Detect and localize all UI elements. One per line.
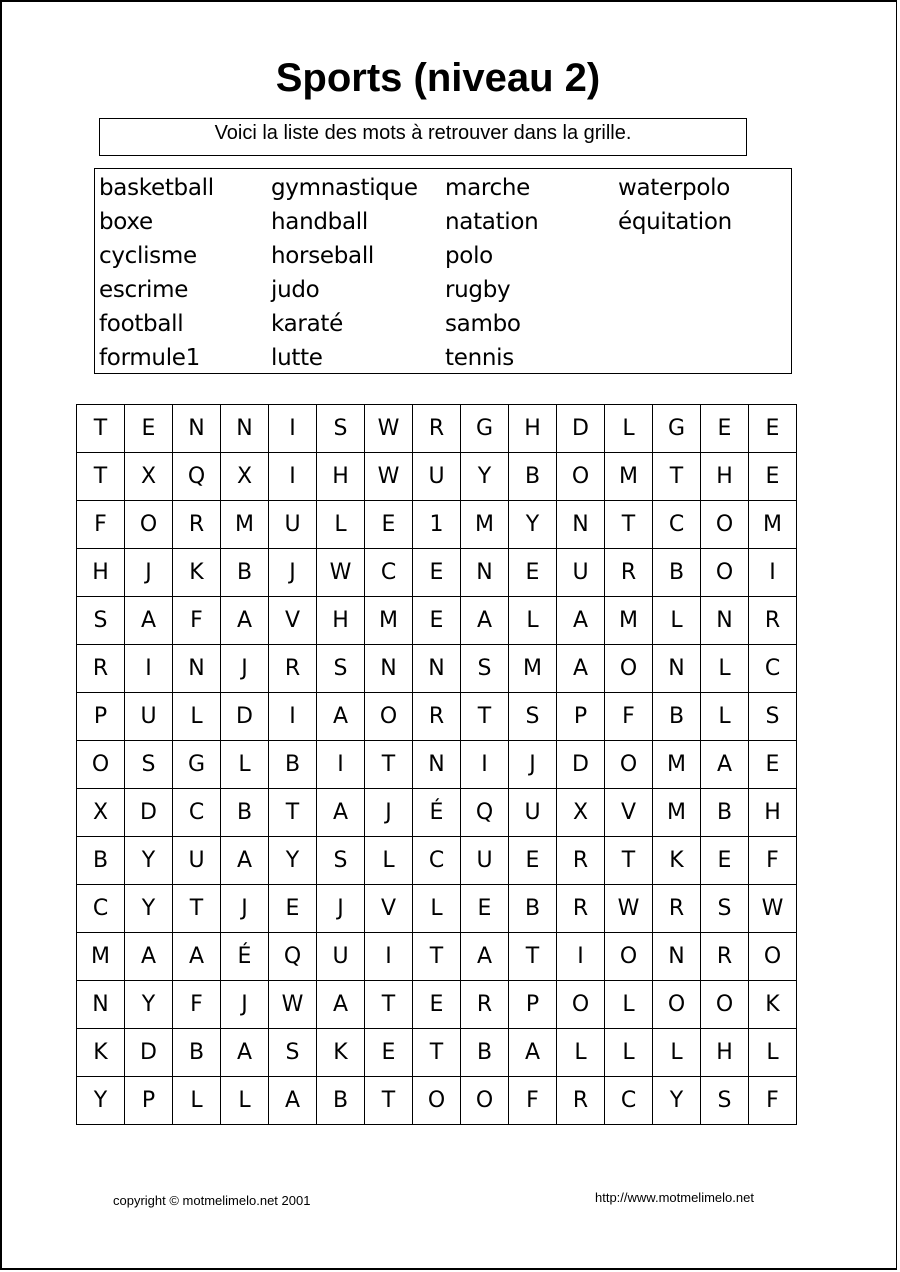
grid-cell[interactable]: B [509, 885, 557, 933]
instructions-box: Voici la liste des mots à retrouver dans la grille. [99, 118, 747, 156]
grid-cell[interactable]: L [173, 693, 221, 741]
word-list-item: polo [445, 243, 493, 269]
grid-cell[interactable]: Y [125, 837, 173, 885]
grid-cell[interactable]: S [461, 645, 509, 693]
word-column [271, 171, 418, 375]
grid-cell[interactable]: R [461, 981, 509, 1029]
grid-cell[interactable]: P [125, 1077, 173, 1125]
grid-cell[interactable]: D [557, 405, 605, 453]
grid-cell[interactable]: M [653, 741, 701, 789]
grid-cell[interactable]: O [557, 981, 605, 1029]
grid-cell[interactable]: E [701, 405, 749, 453]
grid-cell[interactable]: H [749, 789, 797, 837]
grid-row [77, 501, 797, 549]
grid-cell[interactable]: T [77, 453, 125, 501]
word-list-item: football [99, 311, 184, 337]
grid-cell[interactable]: W [317, 549, 365, 597]
grid-cell[interactable]: J [317, 885, 365, 933]
word-list-item: judo [271, 277, 320, 303]
grid-row [77, 453, 797, 501]
grid-cell[interactable]: 1 [413, 501, 461, 549]
grid-cell[interactable]: T [365, 981, 413, 1029]
grid-cell[interactable]: A [173, 933, 221, 981]
grid-cell[interactable]: K [173, 549, 221, 597]
grid-cell[interactable]: S [701, 885, 749, 933]
grid-cell[interactable]: H [77, 549, 125, 597]
grid-cell[interactable]: J [221, 645, 269, 693]
grid-cell[interactable]: O [701, 501, 749, 549]
grid-cell[interactable]: L [749, 1029, 797, 1077]
grid-cell[interactable]: L [365, 837, 413, 885]
grid-cell[interactable]: A [461, 597, 509, 645]
grid-cell[interactable]: E [749, 405, 797, 453]
grid-cell[interactable]: L [605, 1029, 653, 1077]
grid-cell[interactable]: E [413, 981, 461, 1029]
grid-cell[interactable]: K [653, 837, 701, 885]
website-url: http://www.motmelimelo.net [595, 1190, 754, 1205]
grid-cell[interactable]: Y [77, 1077, 125, 1125]
grid-cell[interactable]: J [221, 885, 269, 933]
grid-cell[interactable]: T [269, 789, 317, 837]
copyright-text: copyright © motmelimelo.net 2001 [113, 1193, 311, 1208]
grid-cell[interactable]: J [269, 549, 317, 597]
grid-cell[interactable]: T [653, 453, 701, 501]
grid-cell[interactable]: H [701, 453, 749, 501]
grid-cell[interactable]: I [461, 741, 509, 789]
grid-row [77, 789, 797, 837]
grid-cell[interactable]: E [509, 837, 557, 885]
grid-cell[interactable]: D [125, 1029, 173, 1077]
grid-cell[interactable]: S [317, 837, 365, 885]
grid-cell[interactable]: E [461, 885, 509, 933]
grid-cell[interactable]: N [221, 405, 269, 453]
grid-cell[interactable]: S [317, 405, 365, 453]
word-list-item: horseball [271, 243, 375, 269]
grid-row [77, 837, 797, 885]
grid-cell[interactable]: K [77, 1029, 125, 1077]
grid-cell[interactable]: M [365, 597, 413, 645]
grid-cell[interactable]: T [413, 1029, 461, 1077]
word-list-item: formule1 [99, 345, 200, 371]
grid-cell[interactable]: S [509, 693, 557, 741]
grid-cell[interactable]: E [701, 837, 749, 885]
grid-cell[interactable]: I [557, 933, 605, 981]
grid-cell[interactable]: N [701, 597, 749, 645]
grid-cell[interactable]: B [269, 741, 317, 789]
grid-cell[interactable]: C [173, 789, 221, 837]
grid-cell[interactable]: V [269, 597, 317, 645]
grid-cell[interactable]: J [125, 549, 173, 597]
grid-cell[interactable]: R [605, 549, 653, 597]
grid-row [77, 405, 797, 453]
grid-cell[interactable]: E [125, 405, 173, 453]
grid-cell[interactable]: B [173, 1029, 221, 1077]
grid-cell[interactable]: W [365, 405, 413, 453]
grid-cell[interactable]: X [77, 789, 125, 837]
grid-row [77, 1077, 797, 1125]
grid-cell[interactable]: M [749, 501, 797, 549]
grid-cell[interactable]: Y [461, 453, 509, 501]
word-list-item: lutte [271, 345, 323, 371]
grid-cell[interactable]: C [749, 645, 797, 693]
grid-cell[interactable]: N [77, 981, 125, 1029]
grid-cell[interactable]: N [653, 933, 701, 981]
grid-cell[interactable]: B [317, 1077, 365, 1125]
grid-cell[interactable]: L [221, 741, 269, 789]
grid-cell[interactable]: T [365, 741, 413, 789]
grid-cell[interactable]: L [557, 1029, 605, 1077]
word-list-box [94, 168, 792, 374]
grid-cell[interactable]: M [509, 645, 557, 693]
grid-cell[interactable]: U [557, 549, 605, 597]
grid-cell[interactable]: N [365, 645, 413, 693]
grid-cell[interactable]: L [605, 405, 653, 453]
grid-cell[interactable]: H [701, 1029, 749, 1077]
grid-cell[interactable]: A [317, 981, 365, 1029]
grid-cell[interactable]: I [317, 741, 365, 789]
grid-cell[interactable]: F [749, 837, 797, 885]
grid-cell[interactable]: U [125, 693, 173, 741]
grid-cell[interactable]: N [557, 501, 605, 549]
grid-cell[interactable]: B [77, 837, 125, 885]
grid-cell[interactable]: O [749, 933, 797, 981]
grid-cell[interactable]: R [557, 1077, 605, 1125]
grid-cell[interactable]: M [221, 501, 269, 549]
grid-cell[interactable]: A [125, 933, 173, 981]
grid-cell[interactable]: I [365, 933, 413, 981]
grid-cell[interactable]: D [125, 789, 173, 837]
grid-row [77, 693, 797, 741]
grid-cell[interactable]: B [653, 693, 701, 741]
grid-cell[interactable]: X [221, 453, 269, 501]
word-list-item: sambo [445, 311, 521, 337]
grid-cell[interactable]: R [269, 645, 317, 693]
grid-cell[interactable]: E [269, 885, 317, 933]
grid-cell[interactable]: S [269, 1029, 317, 1077]
grid-cell[interactable]: A [221, 1029, 269, 1077]
word-list-item: rugby [445, 277, 511, 303]
grid-cell[interactable]: T [509, 933, 557, 981]
grid-cell[interactable]: Y [653, 1077, 701, 1125]
word-search-grid [76, 404, 797, 1125]
grid-row [77, 741, 797, 789]
grid-cell[interactable]: A [701, 741, 749, 789]
grid-cell[interactable]: Q [269, 933, 317, 981]
grid-row [77, 933, 797, 981]
grid-cell[interactable]: I [125, 645, 173, 693]
grid-cell[interactable]: I [269, 453, 317, 501]
grid-cell[interactable]: R [701, 933, 749, 981]
grid-cell[interactable]: O [413, 1077, 461, 1125]
grid-cell[interactable]: O [461, 1077, 509, 1125]
grid-cell[interactable]: É [413, 789, 461, 837]
grid-cell[interactable]: R [413, 405, 461, 453]
word-list-item: cyclisme [99, 243, 197, 269]
grid-cell[interactable]: C [365, 549, 413, 597]
grid-cell[interactable]: U [317, 933, 365, 981]
word-column [618, 171, 732, 239]
grid-cell[interactable]: I [269, 405, 317, 453]
grid-cell[interactable]: M [461, 501, 509, 549]
word-list-item: équitation [618, 209, 732, 235]
grid-cell[interactable]: C [77, 885, 125, 933]
grid-cell[interactable]: U [509, 789, 557, 837]
grid-cell[interactable]: R [557, 837, 605, 885]
grid-cell[interactable]: E [509, 549, 557, 597]
grid-cell[interactable]: L [653, 597, 701, 645]
grid-cell[interactable]: F [173, 981, 221, 1029]
grid-cell[interactable]: F [77, 501, 125, 549]
grid-cell[interactable]: O [605, 933, 653, 981]
grid-cell[interactable]: U [461, 837, 509, 885]
grid-cell[interactable]: P [557, 693, 605, 741]
grid-cell[interactable]: F [509, 1077, 557, 1125]
grid-cell[interactable]: S [125, 741, 173, 789]
grid-cell[interactable]: N [653, 645, 701, 693]
grid-cell[interactable]: E [749, 741, 797, 789]
grid-cell[interactable]: G [461, 405, 509, 453]
grid-cell[interactable]: Y [125, 981, 173, 1029]
grid-cell[interactable]: N [413, 645, 461, 693]
grid-cell[interactable]: U [269, 501, 317, 549]
grid-cell[interactable]: Y [125, 885, 173, 933]
word-list-item: boxe [99, 209, 153, 235]
grid-cell[interactable]: A [557, 645, 605, 693]
grid-cell[interactable]: K [317, 1029, 365, 1077]
grid-cell[interactable]: S [701, 1077, 749, 1125]
grid-cell[interactable]: Y [509, 501, 557, 549]
grid-cell[interactable]: L [701, 693, 749, 741]
grid-cell[interactable]: W [269, 981, 317, 1029]
grid-cell[interactable]: H [509, 405, 557, 453]
grid-cell[interactable]: Y [269, 837, 317, 885]
grid-cell[interactable]: C [413, 837, 461, 885]
grid-cell[interactable]: A [509, 1029, 557, 1077]
grid-cell[interactable]: R [413, 693, 461, 741]
grid-cell[interactable]: X [557, 789, 605, 837]
grid-cell[interactable]: I [269, 693, 317, 741]
grid-cell[interactable]: A [317, 693, 365, 741]
grid-cell[interactable]: S [77, 597, 125, 645]
grid-cell[interactable]: B [461, 1029, 509, 1077]
grid-cell[interactable]: H [317, 597, 365, 645]
grid-cell[interactable]: A [317, 789, 365, 837]
grid-cell[interactable]: B [653, 549, 701, 597]
grid-cell[interactable]: W [605, 885, 653, 933]
grid-cell[interactable]: L [317, 501, 365, 549]
grid-cell[interactable]: F [173, 597, 221, 645]
grid-cell[interactable]: H [317, 453, 365, 501]
word-list-item: gymnastique [271, 175, 418, 201]
grid-cell[interactable]: E [413, 597, 461, 645]
grid-cell[interactable]: O [653, 981, 701, 1029]
grid-cell[interactable]: O [605, 645, 653, 693]
grid-cell[interactable]: L [173, 1077, 221, 1125]
grid-cell[interactable]: C [653, 501, 701, 549]
grid-cell[interactable]: R [173, 501, 221, 549]
grid-cell[interactable]: D [221, 693, 269, 741]
grid-cell[interactable]: T [365, 1077, 413, 1125]
grid-cell[interactable]: Q [173, 453, 221, 501]
word-column [445, 171, 538, 375]
grid-cell[interactable]: G [173, 741, 221, 789]
word-list-item: waterpolo [618, 175, 730, 201]
grid-cell[interactable]: O [557, 453, 605, 501]
word-list-item: basketball [99, 175, 214, 201]
grid-cell[interactable]: N [461, 549, 509, 597]
grid-cell[interactable]: S [317, 645, 365, 693]
grid-cell[interactable]: O [77, 741, 125, 789]
grid-cell[interactable]: S [749, 693, 797, 741]
grid-cell[interactable]: F [749, 1077, 797, 1125]
grid-cell[interactable]: F [605, 693, 653, 741]
grid-cell[interactable]: B [221, 789, 269, 837]
grid-row [77, 885, 797, 933]
grid-cell[interactable]: J [365, 789, 413, 837]
grid-cell[interactable]: T [461, 693, 509, 741]
grid-cell[interactable]: O [605, 741, 653, 789]
grid-cell[interactable]: V [605, 789, 653, 837]
grid-cell[interactable]: L [413, 885, 461, 933]
grid-cell[interactable]: P [509, 981, 557, 1029]
word-column [99, 171, 214, 375]
grid-cell[interactable]: J [509, 741, 557, 789]
grid-cell[interactable]: A [221, 597, 269, 645]
word-list-item: natation [445, 209, 539, 235]
grid-cell[interactable]: T [605, 837, 653, 885]
grid-cell[interactable]: L [653, 1029, 701, 1077]
grid-cell[interactable]: V [365, 885, 413, 933]
grid-row [77, 645, 797, 693]
grid-cell[interactable]: A [461, 933, 509, 981]
word-list-item: handball [271, 209, 368, 235]
grid-cell[interactable]: O [365, 693, 413, 741]
grid-cell[interactable]: T [413, 933, 461, 981]
grid-cell[interactable]: L [605, 981, 653, 1029]
grid-cell[interactable]: E [365, 1029, 413, 1077]
grid-cell[interactable]: O [701, 981, 749, 1029]
grid-cell[interactable]: B [509, 453, 557, 501]
grid-cell[interactable]: A [557, 597, 605, 645]
grid-cell[interactable]: E [365, 501, 413, 549]
grid-cell[interactable]: A [125, 597, 173, 645]
grid-row [77, 1029, 797, 1077]
grid-cell[interactable]: U [413, 453, 461, 501]
grid-cell[interactable]: O [125, 501, 173, 549]
grid-cell[interactable]: A [221, 837, 269, 885]
grid-cell[interactable]: L [221, 1077, 269, 1125]
grid-cell[interactable]: R [557, 885, 605, 933]
grid-cell[interactable]: M [605, 597, 653, 645]
grid-cell[interactable]: G [653, 405, 701, 453]
grid-cell[interactable]: L [509, 597, 557, 645]
grid-cell[interactable]: N [173, 405, 221, 453]
grid-cell[interactable]: É [221, 933, 269, 981]
grid-cell[interactable]: E [413, 549, 461, 597]
grid-row [77, 981, 797, 1029]
grid-cell[interactable]: L [701, 645, 749, 693]
grid-cell[interactable]: U [173, 837, 221, 885]
word-list-item: karaté [271, 311, 343, 337]
grid-cell[interactable]: T [77, 405, 125, 453]
grid-cell[interactable]: R [749, 597, 797, 645]
word-list-item: escrime [99, 277, 189, 303]
grid-cell[interactable]: W [749, 885, 797, 933]
grid-cell[interactable]: E [749, 453, 797, 501]
grid-cell[interactable]: W [365, 453, 413, 501]
word-list-item: tennis [445, 345, 514, 371]
grid-cell[interactable]: J [221, 981, 269, 1029]
grid-cell[interactable]: M [653, 789, 701, 837]
grid-cell[interactable]: R [653, 885, 701, 933]
grid-cell[interactable]: T [173, 885, 221, 933]
grid-cell[interactable]: C [605, 1077, 653, 1125]
page-title: Sports (niveau 2) [275, 56, 601, 100]
grid-row [77, 549, 797, 597]
grid-cell[interactable]: M [605, 453, 653, 501]
grid-cell[interactable]: Q [461, 789, 509, 837]
grid-cell[interactable]: O [701, 549, 749, 597]
grid-cell[interactable]: R [77, 645, 125, 693]
grid-cell[interactable]: B [221, 549, 269, 597]
grid-cell[interactable]: P [77, 693, 125, 741]
grid-cell[interactable]: I [749, 549, 797, 597]
grid-cell[interactable]: N [173, 645, 221, 693]
grid-cell[interactable]: B [701, 789, 749, 837]
grid-cell[interactable]: N [413, 741, 461, 789]
grid-cell[interactable]: D [557, 741, 605, 789]
grid-cell[interactable]: M [77, 933, 125, 981]
grid-row [77, 597, 797, 645]
grid-cell[interactable]: X [125, 453, 173, 501]
grid-cell[interactable]: T [605, 501, 653, 549]
grid-cell[interactable]: K [749, 981, 797, 1029]
word-list-item: marche [445, 175, 531, 201]
grid-cell[interactable]: A [269, 1077, 317, 1125]
